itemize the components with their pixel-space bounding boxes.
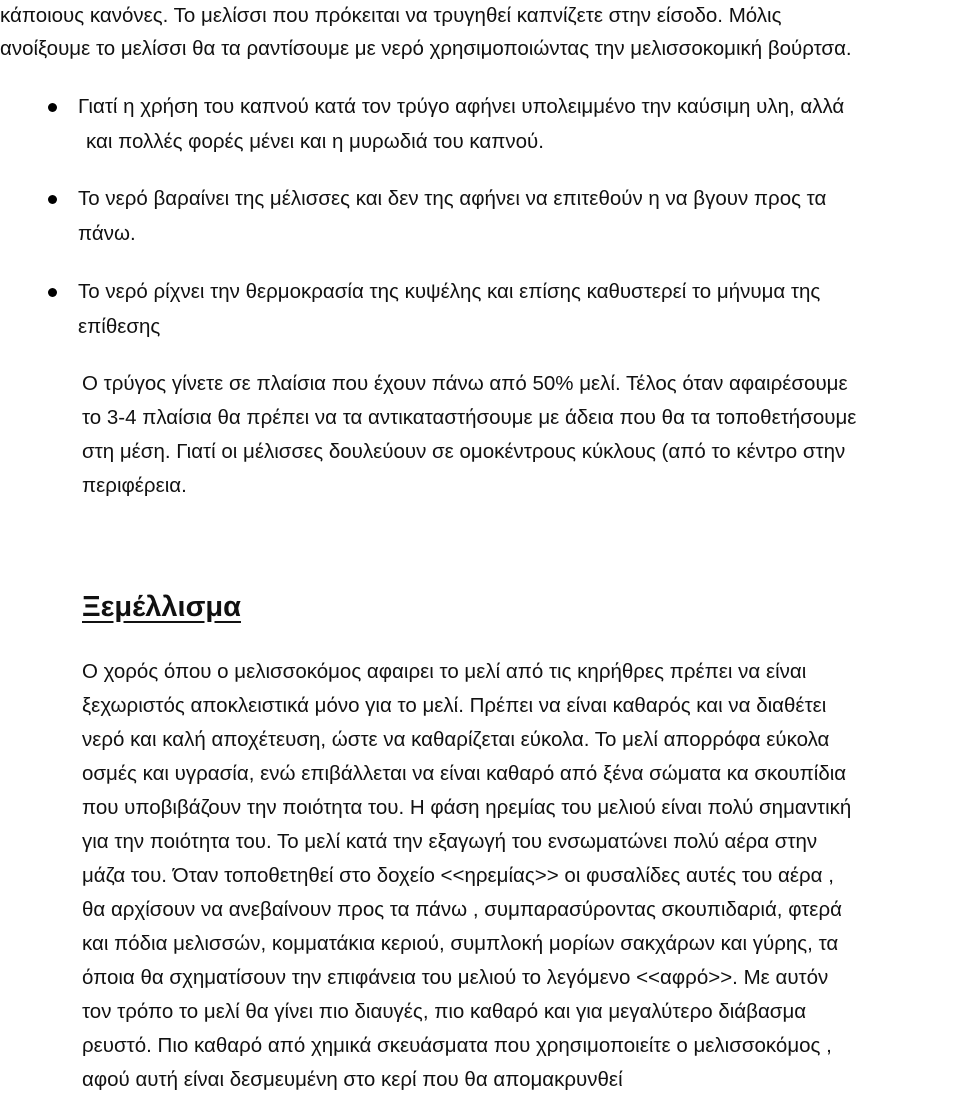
bullet-dot-icon — [48, 288, 57, 297]
paragraph-line: που υποβιβάζουν την ποιότητα του. Η φάση ηρεμίας του μελιού είναι πολύ σημαντική — [82, 796, 852, 819]
paragraph-line: για την ποιότητα του. Το μελί κατά την εξαγωγή του ενσωματώνει πολύ αέρα στην — [82, 830, 818, 853]
bullet-line: Γιατί η χρήση του καπνού κατά τον τρύγο αφήνει υπολειμμένο την καύσιμη υλη, αλλά — [78, 95, 845, 118]
paragraph-line: και πόδια μελισσών, κομματάκια κεριού, συμπλοκή μορίων σακχάρων και γύρης, τα — [82, 932, 839, 955]
intro-line: ανοίξουμε το μελίσσι θα τα ραντίσουμε με νερό χρησιμοποιώντας την μελισσοκομική βούρτσα. — [0, 37, 852, 60]
paragraph-line: οσμές και υγρασία, ενώ επιβάλλεται να είναι καθαρό από ξένα σώματα κα σκουπίδια — [82, 762, 847, 785]
bullet-line: και πολλές φορές μένει και η μυρωδιά του καπνού. — [86, 130, 544, 153]
bullet-dot-icon — [48, 195, 57, 204]
paragraph-line: το 3-4 πλαίσια θα πρέπει να τα αντικαταστήσουμε με άδεια που θα τα τοποθετήσουμε — [82, 406, 857, 429]
paragraph-line: όποια θα σχηματίσουν την επιφάνεια του μελιού το λεγόμενο <<αφρό>>. Με αυτόν — [82, 966, 829, 989]
paragraph-line: θα αρχίσουν να ανεβαίνουν προς τα πάνω , συμπαρασύροντας σκουπιδαριά, φτερά — [82, 898, 842, 921]
paragraph-line: τον τρόπο το μελί θα γίνει πιο διαυγές, πιο καθαρό και για μεγαλύτερο διάβασμα — [82, 1000, 807, 1023]
intro-line: κάποιους κανόνες. Το μελίσσι που πρόκειται να τρυγηθεί καπνίζετε στην είσοδο. Μόλις — [0, 4, 782, 27]
paragraph-line: Ο χορός όπου ο μελισσοκόμος αφαιρει το μελί από τις κηρήθρες πρέπει να είναι — [82, 660, 807, 683]
paragraph-line: ρευστό. Πιο καθαρό από χημικά σκευάσματα που χρησιμοποιείτε ο μελισσοκόμος , — [82, 1034, 832, 1057]
paragraph-line: μάζα του. Όταν τοποθετηθεί στο δοχείο <<ηρεμίας>> οι φυσαλίδες αυτές του αέρα , — [82, 864, 834, 887]
paragraph-line: περιφέρεια. — [82, 474, 187, 497]
bullet-dot-icon — [48, 103, 57, 112]
paragraph-line: στη μέση. Γιατί οι μέλισσες δουλεύουν σε ομοκέντρους κύκλους (από το κέντρο στην — [82, 440, 846, 463]
bullet-line: Το νερό ρίχνει την θερμοκρασία της κυψέλης και επίσης καθυστερεί το μήνυμα της — [78, 280, 821, 303]
bullet-line: πάνω. — [78, 222, 136, 245]
bullet-line: επίθεσης — [78, 315, 161, 338]
section-heading: Ξεμέλλισμα — [82, 591, 241, 623]
paragraph-line: ξεχωριστός αποκλειστικά μόνο για το μελί. Πρέπει να είναι καθαρός και να διαθέτει — [82, 694, 827, 717]
paragraph-line: Ο τρύγος γίνετε σε πλαίσια που έχουν πάνω από 50% μελί. Τέλος όταν αφαιρέσουμε — [82, 372, 848, 395]
paragraph-line: αφού αυτή είναι δεσμευμένη στο κερί που θα απομακρυνθεί — [82, 1068, 623, 1091]
bullet-line: Το νερό βαραίνει της μέλισσες και δεν της αφήνει να επιτεθούν η να βγουν προς τα — [78, 187, 827, 210]
paragraph-line: νερό και καλή αποχέτευση, ώστε να καθαρίζεται εύκολα. Το μελί απορρόφα εύκολα — [82, 728, 830, 751]
